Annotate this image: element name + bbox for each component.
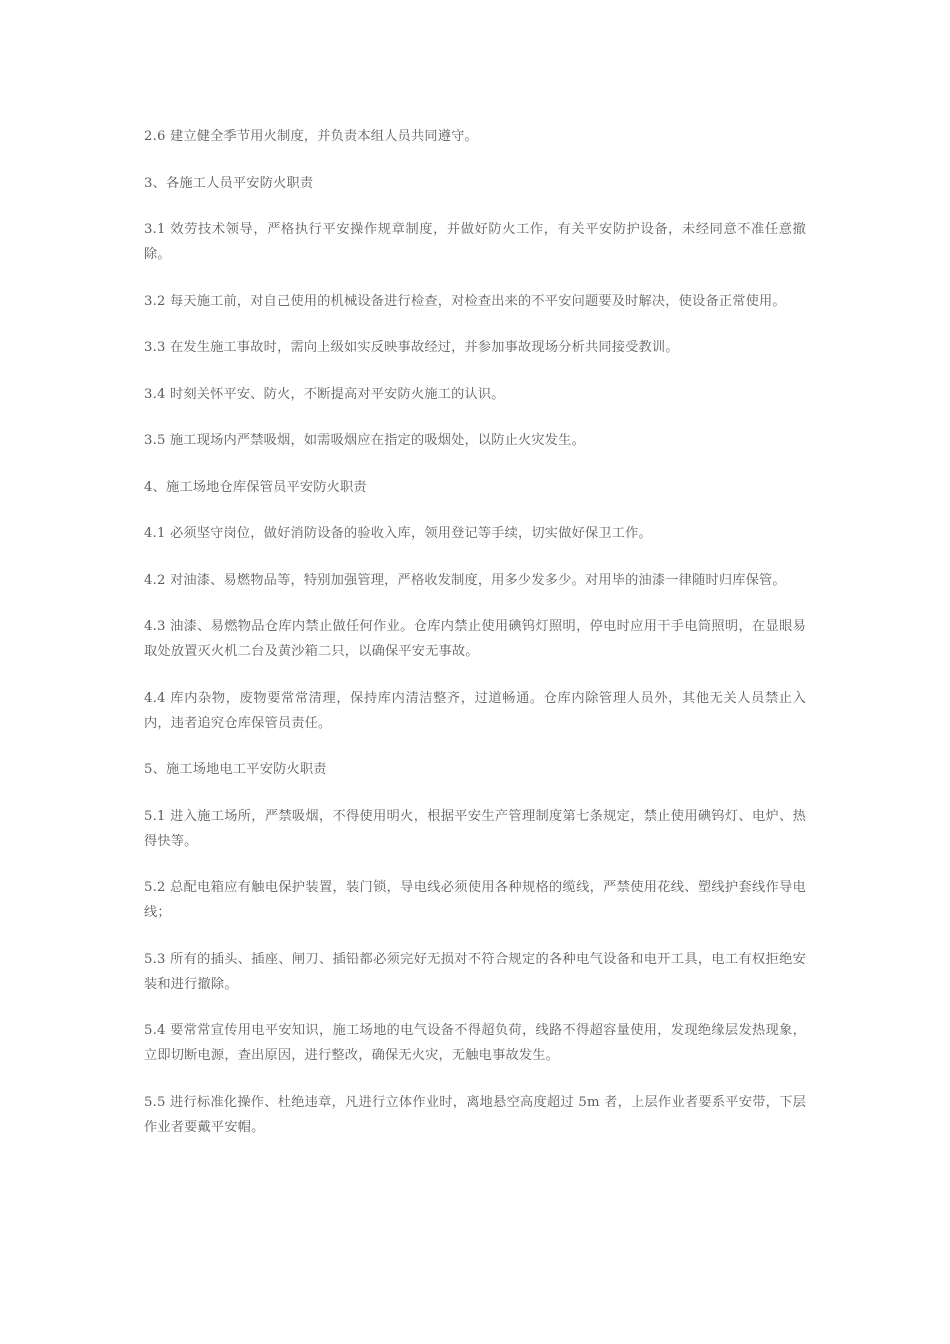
paragraph-5-5: 5.5 进行标准化操作、杜绝违章，凡进行立体作业时，离地悬空高度超过 5m 者，上层作业者要系平安带，下层作业者要戴平安帽。 — [144, 1094, 806, 1135]
paragraph-5-3: 5.3 所有的插头、插座、闸刀、插铅都必须完好无损对不符合规定的各种电气设备和电开工具，电工有权拒绝安装和进行撤除。 — [144, 951, 806, 992]
section-heading-3: 3、各施工人员平安防火职责 — [144, 175, 314, 191]
document-body — [144, 124, 806, 1161]
paragraph-5-4: 5.4 要常常宣传用电平安知识，施工场地的电气设备不得超负荷，线路不得超容量使用，发现绝缘层发热现象，立即切断电源，查出原因，进行整改，确保无火灾，无触电事故发生。 — [144, 1023, 806, 1063]
section-heading-4: 4、施工场地仓库保管员平安防火职责 — [144, 479, 367, 495]
paragraph-5-2: 5.2 总配电箱应有触电保护装置，装门锁，导电线必须使用各种规格的缆线，严禁使用花线、塑线护套线作导电线； — [144, 880, 806, 920]
paragraph-2-6: 2.6 建立健全季节用火制度，并负责本组人员共同遵守。 — [144, 129, 478, 144]
paragraph-3-4: 3.4 时刻关怀平安、防火，不断提高对平安防火施工的认识。 — [144, 386, 505, 402]
paragraph-3-5: 3.5 施工现场内严禁吸烟，如需吸烟应在指定的吸烟处，以防止火灾发生。 — [144, 433, 585, 448]
paragraph-3-2: 3.2 每天施工前，对自己使用的机械设备进行检查，对检查出来的不平安问题要及时解决，使设备正常使用。 — [144, 293, 786, 309]
paragraph-3-1: 3.1 效劳技术领导，严格执行平安操作规章制度，并做好防火工作，有关平安防护设备，未经同意不准任意撤除。 — [144, 222, 806, 262]
paragraph-3-3: 3.3 在发生施工事故时，需向上级如实反映事故经过，并参加事故现场分析共同接受教训。 — [144, 340, 679, 355]
paragraph-4-4: 4.4 库内杂物，废物要常常清理，保持库内清洁整齐，过道畅通。仓库内除管理人员外，其他无关人员禁止入内，违者追究仓库保管员责任。 — [144, 690, 806, 731]
paragraph-4-1: 4.1 必须坚守岗位，做好消防设备的验收入库，领用登记等手续，切实做好保卫工作。 — [144, 526, 652, 541]
paragraph-4-3: 4.3 油漆、易燃物品仓库内禁止做任何作业。仓库内禁止使用碘钨灯照明，停电时应用干手电筒照明，在显眼易取处放置灭火机二台及黄沙箱二只，以确保平安无事故。 — [144, 619, 806, 659]
section-heading-5: 5、施工场地电工平安防火职责 — [144, 762, 327, 777]
paragraph-5-1: 5.1 进入施工场所，严禁吸烟，不得使用明火，根据平安生产管理制度第七条规定，禁止使用碘钨灯、电炉、热得快等。 — [144, 808, 806, 849]
paragraph-4-2: 4.2 对油漆、易燃物品等，特别加强管理，严格收发制度，用多少发多少。对用毕的油漆一律随时归库保管。 — [144, 572, 786, 588]
